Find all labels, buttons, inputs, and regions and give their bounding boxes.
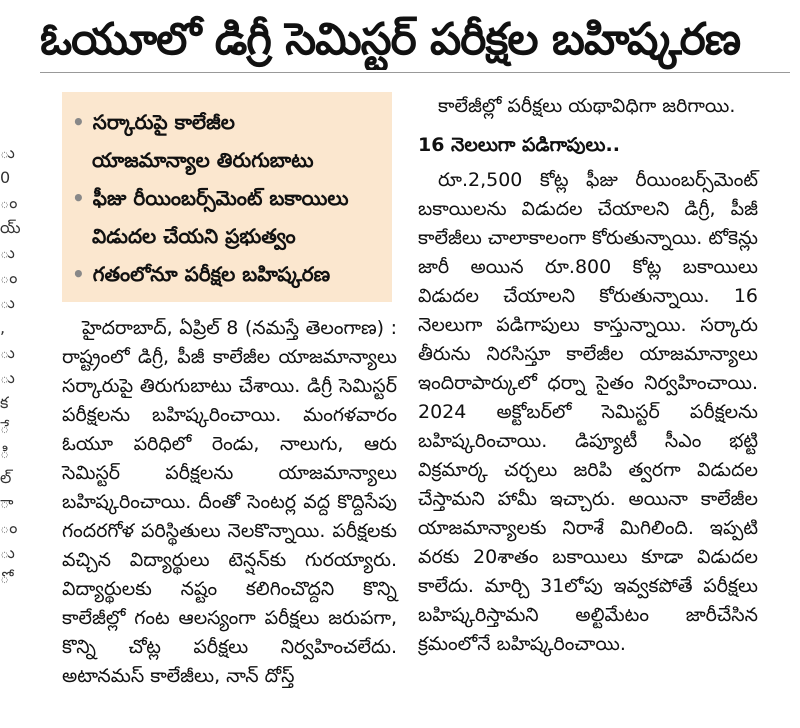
headline: ఓయూలో డిగ్రీ సెమిస్టర్ పరీక్షల బహిష్కరణ	[40, 14, 741, 65]
edge-fragment: ు	[0, 243, 15, 262]
edge-fragment: ు	[0, 368, 15, 387]
edge-fragment: ు	[0, 543, 15, 562]
bullet-dot: •	[72, 262, 85, 286]
highlight-2: • ఫీజు రీయింబర్స్‌మెంట్ బకాయిలు	[72, 186, 349, 210]
edge-fragment: ి	[0, 443, 10, 462]
highlight-2-cont: విడుదల చేయని ప్రభుత్వం	[92, 224, 296, 248]
edge-fragment: ా	[0, 493, 14, 512]
edge-fragment: ు	[0, 343, 15, 362]
left-column	[62, 314, 397, 691]
right-column	[418, 92, 758, 659]
edge-fragment: ల్	[0, 468, 12, 487]
edge-fragment: ే	[0, 418, 10, 437]
edge-fragment: ం	[0, 193, 18, 212]
right-column-body: రూ.2,500 కోట్ల ఫీజు రీయింబర్స్‌మెంట్ బకాయిలను విడుదల చేయాలని డిగ్రీ, పీజీ కాలేజీలు చాలాకాలంగా కోరుతున్నాయి. టోకెన్లు జారీ అయిన రూ.800 కోట్ల బకాయిలు విడుదల చేయాలని కోరుతున్నాయి. 16 నెలలుగా పడిగాపులు కాస్తున్నాయి. సర్కారు తీరును నిరసిస్తూ కాలేజీల యాజమాన్యాలు ఇందిరాపార్కులో ధర్నా సైతం నిర్వహించాయి. 2024 అక్టోబర్‌లో సెమిస్టర్ పరీక్షలను బహిష్కరించాయి. డిప్యూటీ సీఎం భట్టి విక్రమార్క చర్చలు జరిపి త్వరగా విడుదల చేస్తామని హామీ ఇచ్చారు. అయినా కాలేజీల యాజమాన్యాలకు నిరాశే మిగిలింది. ఇప్పటి వరకు 20శాతం బకాయిలు కూడా విడుదల కాలేదు. మార్చి 31లోపు ఇవ్వకపోతే పరీక్షలు బహిష్కరిస్తామని అల్టిమేటం జారీచేసిన క్రమంలోనే బహిష్కరించాయి.	[418, 169, 758, 655]
edge-fragment: 0	[0, 168, 11, 187]
subheading: 16 నెలలుగా పడిగాపులు..	[418, 134, 620, 156]
bullet-dot: •	[72, 110, 85, 134]
edge-fragment: ో	[0, 568, 10, 587]
highlight-1: • సర్కారుపై కాలేజీల	[72, 110, 235, 134]
highlights-box	[62, 92, 392, 302]
highlight-1-cont: యాజమాన్యాల తిరుగుబాటు	[92, 148, 314, 172]
bullet-dot: •	[72, 186, 85, 210]
left-column-body: హైదరాబాద్, ఏప్రిల్ 8 (నమస్తే తెలంగాణ) : రాష్ట్రంలో డిగ్రీ, పీజీ కాలేజీల యాజమాన్యాలు సర్కారుపై తిరుగుబాటు చేశాయి. డిగ్రీ సెమిస్టర్ పరీక్షలను బహిష్కరించాయి. మంగళవారం ఓయూ పరిధిలో రెండు, నాలుగు, ఆరు సెమిస్టర్ పరీక్షలను యాజమాన్యాలు బహిష్కరించాయి. దీంతో సెంటర్ల వద్ద కొద్దిసేపు గందరగోళ పరిస్థితులు నెలకొన్నాయి. పరీక్షలకు వచ్చిన విద్యార్థులు టెన్షన్‌కు గురయ్యారు. విద్యార్థులకు నష్టం కలిగించొద్దని కొన్ని కాలేజీల్లో గంట ఆలస్యంగా పరీక్షలు జరుపగా, కొన్ని చోట్ల పరీక్షలు నిర్వహించలేదు. అటానమస్ కాలేజీలు, నాన్ దోస్త్	[62, 317, 397, 687]
right-continuation: కాలేజీల్లో పరీక్షలు యథావిధిగా జరిగాయి.	[438, 95, 736, 117]
highlight-3: • గతంలోనూ పరీక్షల బహిష్కరణ	[72, 262, 331, 286]
edge-fragment: ,	[0, 318, 6, 337]
left-edge-fragments	[0, 140, 22, 590]
edge-fragment: క	[0, 393, 9, 412]
edge-fragment: ం	[0, 268, 18, 287]
edge-fragment: య్	[0, 218, 21, 237]
headline-rule	[40, 72, 790, 73]
edge-fragment: ు	[0, 143, 15, 162]
edge-fragment: ం	[0, 518, 18, 537]
edge-fragment: ు	[0, 293, 15, 312]
